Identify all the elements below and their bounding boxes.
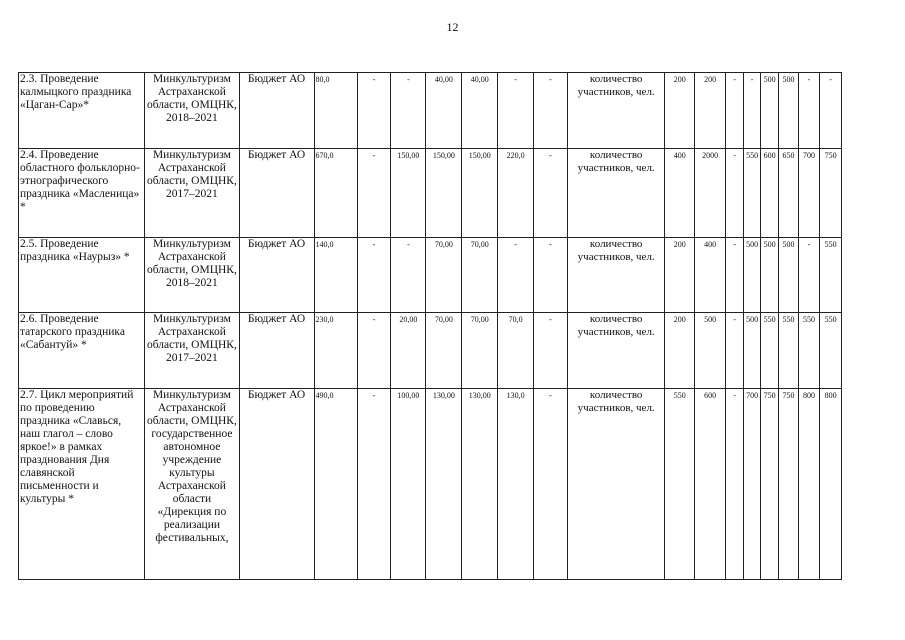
event-name-cell: 2.5. Проведение праздника «Наурыз» * <box>19 238 145 313</box>
table-row <box>19 238 842 313</box>
year-funding-cell: 70,00 <box>462 313 498 389</box>
indicator-value-cell: 550 <box>665 389 695 580</box>
funding-source-cell: Бюджет АО <box>239 73 314 149</box>
indicator-value-cell: - <box>725 313 743 389</box>
indicator-value-cell: - <box>798 73 820 149</box>
table-row <box>19 313 842 389</box>
indicator-value-cell: 750 <box>760 389 778 580</box>
indicator-value-cell: 500 <box>695 313 726 389</box>
indicator-value-cell: 400 <box>665 149 695 238</box>
event-name-cell: 2.6. Проведение татарского праздника «Сабантуй» * <box>19 313 145 389</box>
executor-cell: Минкультуризм Астраханской области, ОМЦНК, 2017–2021 <box>145 313 239 389</box>
indicator-value-cell: 200 <box>695 73 726 149</box>
year-funding-cell: 70,00 <box>426 238 462 313</box>
executor-cell: Минкультуризм Астраханской области, ОМЦНК, 2018–2021 <box>145 238 239 313</box>
year-funding-cell: - <box>534 313 568 389</box>
indicator-cell: количество участников, чел. <box>567 73 664 149</box>
indicator-value-cell: 550 <box>798 313 820 389</box>
year-funding-cell: 70,00 <box>462 238 498 313</box>
indicator-value-cell: 550 <box>820 313 842 389</box>
indicator-value-cell: 2000 <box>695 149 726 238</box>
year-funding-cell: 150,00 <box>426 149 462 238</box>
executor-cell: Минкультуризм Астраханской области, ОМЦНК, 2017–2021 <box>145 149 239 238</box>
year-funding-cell: - <box>357 73 391 149</box>
table-row <box>19 73 842 149</box>
indicator-value-cell: - <box>725 149 743 238</box>
year-funding-cell: - <box>357 389 391 580</box>
year-funding-cell: 20,00 <box>391 313 426 389</box>
indicator-cell: количество участников, чел. <box>567 149 664 238</box>
page-number: 12 <box>446 20 459 34</box>
year-funding-cell: 150,00 <box>391 149 426 238</box>
indicator-value-cell: 800 <box>820 389 842 580</box>
indicator-value-cell: - <box>820 73 842 149</box>
indicator-value-cell: 500 <box>760 238 778 313</box>
year-funding-cell: - <box>357 313 391 389</box>
indicator-value-cell: 550 <box>744 149 760 238</box>
year-funding-cell: - <box>391 73 426 149</box>
executor-cell: Минкультуризм Астраханской области, ОМЦНК, государственное автономное учреждение культуры Астраханской области «Дирекция по реализации фестивальных, <box>145 389 239 580</box>
funding-source-cell: Бюджет АО <box>239 149 314 238</box>
year-funding-cell: - <box>391 238 426 313</box>
indicator-value-cell: - <box>744 73 760 149</box>
total-funding-cell: 490,0 <box>314 389 357 580</box>
indicator-value-cell: 500 <box>760 73 778 149</box>
event-name-cell: 2.7. Цикл мероприятий по проведению праздника «Славься, наш глагол – слово яркое!» в рамках празднования Дня славянской письменности и культуры * <box>19 389 145 580</box>
year-funding-cell: - <box>534 238 568 313</box>
indicator-value-cell: 550 <box>820 238 842 313</box>
indicator-value-cell: 550 <box>779 313 798 389</box>
year-funding-cell: 70,00 <box>426 313 462 389</box>
indicator-value-cell: 700 <box>798 149 820 238</box>
indicator-cell: количество участников, чел. <box>567 389 664 580</box>
program-table <box>18 72 842 580</box>
total-funding-cell: 80,0 <box>314 73 357 149</box>
total-funding-cell: 670,0 <box>314 149 357 238</box>
indicator-value-cell: - <box>725 238 743 313</box>
indicator-value-cell: 600 <box>760 149 778 238</box>
year-funding-cell: 70,0 <box>498 313 534 389</box>
year-funding-cell: - <box>534 389 568 580</box>
funding-source-cell: Бюджет АО <box>239 313 314 389</box>
indicator-value-cell: - <box>725 73 743 149</box>
year-funding-cell: - <box>534 73 568 149</box>
indicator-value-cell: 650 <box>779 149 798 238</box>
indicator-value-cell: 800 <box>798 389 820 580</box>
indicator-value-cell: 600 <box>695 389 726 580</box>
indicator-value-cell: 750 <box>820 149 842 238</box>
year-funding-cell: 100,00 <box>391 389 426 580</box>
indicator-value-cell: 500 <box>744 238 760 313</box>
funding-source-cell: Бюджет АО <box>239 389 314 580</box>
year-funding-cell: - <box>498 238 534 313</box>
indicator-value-cell: 400 <box>695 238 726 313</box>
indicator-value-cell: 500 <box>744 313 760 389</box>
indicator-cell: количество участников, чел. <box>567 313 664 389</box>
event-name-cell: 2.4. Проведение областного фольклорно-этнографического праздника «Масленица» * <box>19 149 145 238</box>
event-name-cell: 2.3. Проведение калмыцкого праздника «Цаган-Сар»* <box>19 73 145 149</box>
year-funding-cell: - <box>357 149 391 238</box>
indicator-cell: количество участников, чел. <box>567 238 664 313</box>
year-funding-cell: 130,0 <box>498 389 534 580</box>
year-funding-cell: 130,00 <box>426 389 462 580</box>
year-funding-cell: 40,00 <box>426 73 462 149</box>
total-funding-cell: 230,0 <box>314 313 357 389</box>
year-funding-cell: - <box>534 149 568 238</box>
year-funding-cell: 40,00 <box>462 73 498 149</box>
indicator-value-cell: - <box>725 389 743 580</box>
funding-source-cell: Бюджет АО <box>239 238 314 313</box>
indicator-value-cell: 700 <box>744 389 760 580</box>
indicator-value-cell: 550 <box>760 313 778 389</box>
indicator-value-cell: 750 <box>779 389 798 580</box>
indicator-value-cell: 500 <box>779 238 798 313</box>
table-row <box>19 149 842 238</box>
total-funding-cell: 140,0 <box>314 238 357 313</box>
year-funding-cell: 220,0 <box>498 149 534 238</box>
indicator-value-cell: 200 <box>665 238 695 313</box>
indicator-value-cell: - <box>798 238 820 313</box>
indicator-value-cell: 200 <box>665 313 695 389</box>
indicator-value-cell: 500 <box>779 73 798 149</box>
year-funding-cell: 130,00 <box>462 389 498 580</box>
year-funding-cell: - <box>357 238 391 313</box>
table-row <box>19 389 842 580</box>
executor-cell: Минкультуризм Астраханской области, ОМЦНК, 2018–2021 <box>145 73 239 149</box>
indicator-value-cell: 200 <box>665 73 695 149</box>
year-funding-cell: - <box>498 73 534 149</box>
year-funding-cell: 150,00 <box>462 149 498 238</box>
